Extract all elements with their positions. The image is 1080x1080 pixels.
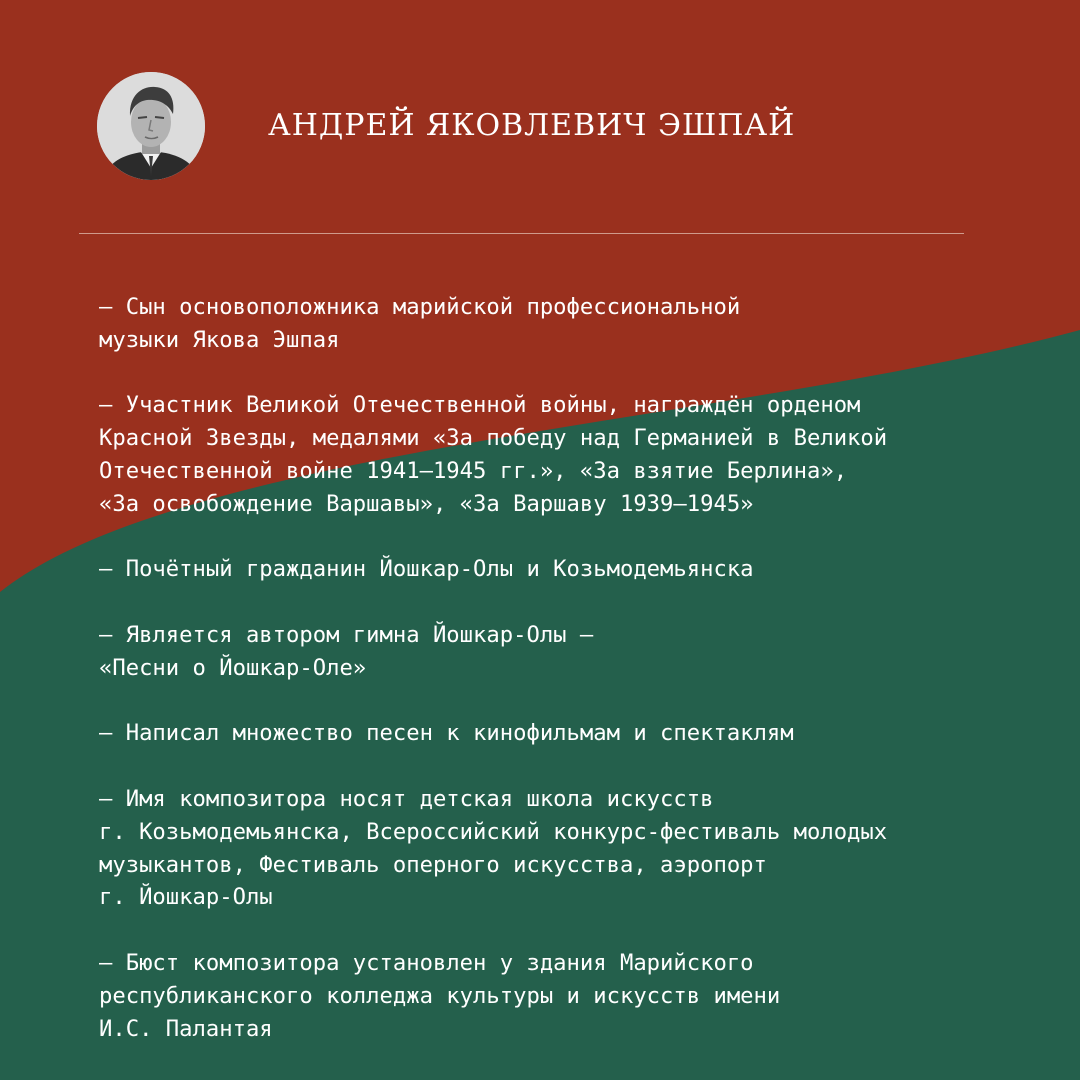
fact-item: – Является автором гимна Йошкар-Олы – «Песни о Йошкар-Оле»	[99, 621, 594, 681]
facts-list	[99, 291, 1059, 1045]
divider	[79, 233, 964, 234]
fact-item: – Сын основоположника марийской профессиональной музыки Якова Эшпая	[99, 294, 741, 353]
fact-item: – Участник Великой Отечественной войны, награждён орденом Красной Звезды, медалями «За победу над Германией в Великой Отечественной войне 1941—1945 гг.», «За взятие Берлина», «За освобождение Варшавы», «За Варшаву 1939—1945»	[99, 392, 888, 517]
fact-item: – Бюст композитора установлен у здания Марийского республиканского колледжа культуры и искусств имени И.С. Палантая	[99, 949, 781, 1042]
page-title: АНДРЕЙ ЯКОВЛЕВИЧ ЭШПАЙ	[268, 108, 796, 143]
composer-portrait	[97, 72, 205, 180]
fact-item: – Почётный гражданин Йошкар-Олы и Козьмодемьянска	[99, 556, 754, 583]
fact-item: – Имя композитора носят детская школа искусств г. Козьмодемьянска, Всероссийский конкурс-фестиваль молодых музыкантов, Фестиваль оперного искусства, аэропорт г. Йошкар-Олы	[99, 785, 888, 911]
fact-item: – Написал множество песен к кинофильмам и спектаклям	[99, 720, 794, 747]
